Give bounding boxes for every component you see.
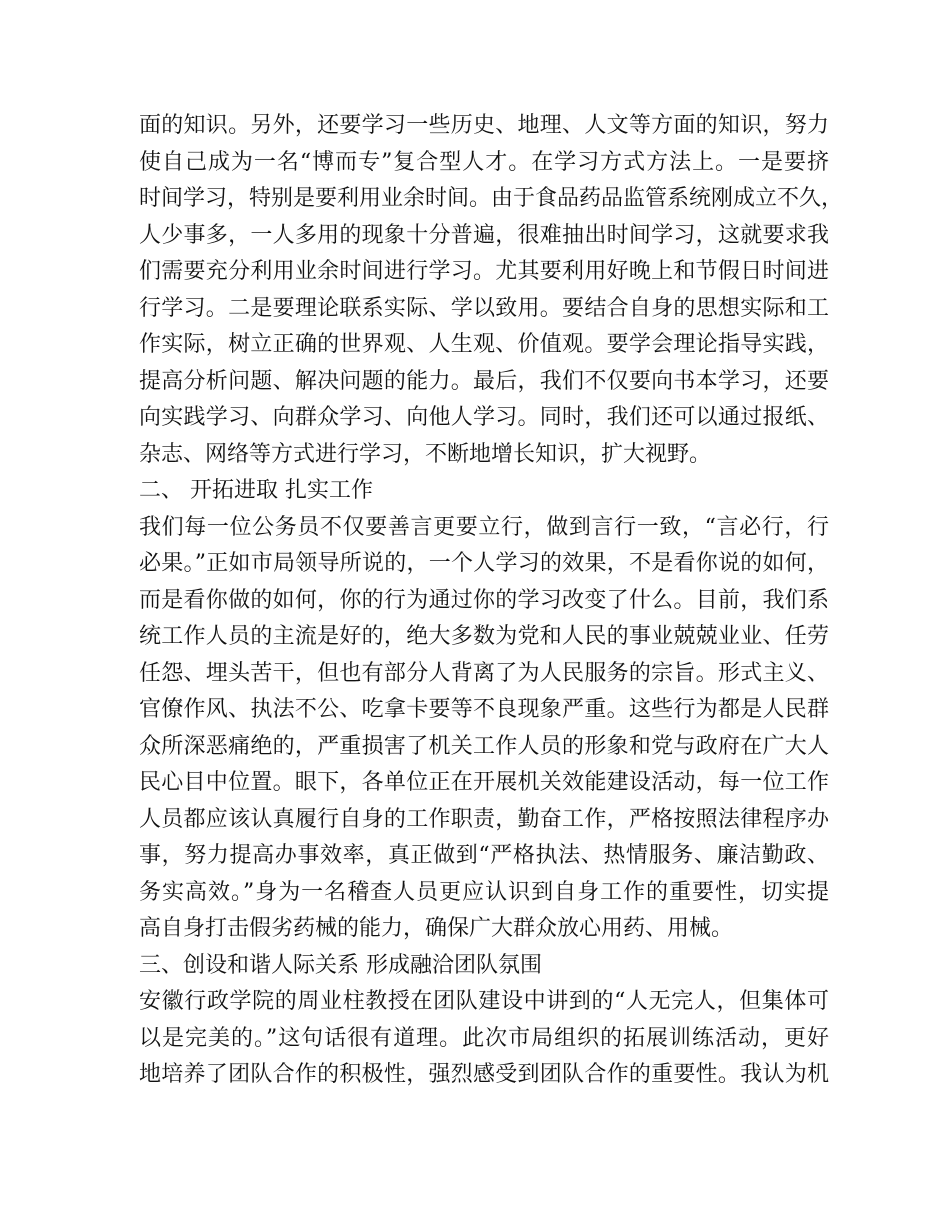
text-line: 人少事多，一人多用的现象十分普遍，很难抽出时间学习，这就要求我: [139, 222, 829, 248]
text-line: 众所深恶痛绝的，严重损害了机关工作人员的形象和党与政府在广大人: [139, 733, 829, 759]
text-line: 时间学习，特别是要利用业余时间。由于食品药品监管系统刚成立不久，: [139, 186, 844, 211]
text-line: 必果。”正如市局领导所说的，一个人学习的效果，不是看你说的如何，: [139, 551, 829, 576]
section-heading: 三、创设和谐人际关系 形成融洽团队氛围: [139, 952, 542, 978]
text-line: 安徽行政学院的周业柱教授在团队建设中讲到的“人无完人，但集体可: [139, 989, 829, 1014]
section-heading: 二、 开拓进取 扎实工作: [139, 478, 373, 503]
text-line: 使自己成为一名“博而专”复合型人才。在学习方式方法上。一是要挤: [139, 149, 829, 175]
text-line: 务实高效。”身为一名稽查人员更应认识到自身工作的重要性，切实提: [139, 879, 829, 905]
text-line: 们需要充分利用业余时间进行学习。尤其要利用好晚上和节假日时间进: [139, 259, 829, 284]
text-line: 人员都应该认真履行自身的工作职责，勤奋工作，严格按照法律程序办: [139, 806, 829, 832]
paragraph-end-line: 高自身打击假劣药械的能力，确保广大群众放心用药、用械。: [139, 916, 734, 941]
text-line: 而是看你做的如何，你的行为通过你的学习改变了什么。目前，我们系: [139, 587, 829, 613]
text-line: 行学习。二是要理论联系实际、学以致用。要结合自身的思想实际和工: [139, 295, 829, 321]
text-line: 作实际，树立正确的世界观、人生观、价值观。要学会理论指导实践，: [139, 332, 829, 357]
text-line: 向实践学习、向群众学习、向他人学习。同时，我们还可以通过报纸、: [139, 405, 829, 430]
text-line: 提高分析问题、解决问题的能力。最后，我们不仅要向书本学习，还要: [139, 368, 829, 394]
text-line: 事，努力提高办事效率，真正做到“严格执法、热情服务、廉洁勤政、: [139, 843, 829, 868]
paragraph-end-line: 杂志、网络等方式进行学习，不断地增长知识，扩大视野。: [139, 441, 712, 467]
text-line: 统工作人员的主流是好的，绝大多数为党和人民的事业兢兢业业、任劳: [139, 624, 829, 649]
text-line: 我们每一位公务员不仅要善言更要立行，做到言行一致，“言必行，行: [139, 514, 829, 540]
text-line: 官僚作风、执法不公、吃拿卡要等不良现象严重。这些行为都是人民群: [139, 697, 829, 722]
document-body: [139, 108, 844, 1094]
text-line: 任怨、埋头苦干，但也有部分人背离了为人民服务的宗旨。形式主义、: [139, 660, 829, 686]
text-line: 民心目中位置。眼下，各单位正在开展机关效能建设活动，每一位工作: [139, 770, 829, 795]
text-line: 地培养了团队合作的积极性，强烈感受到团队合作的重要性。我认为机: [139, 1062, 829, 1087]
text-line: 以是完美的。”这句话很有道理。此次市局组织的拓展训练活动，更好: [139, 1025, 829, 1051]
text-line: 面的知识。另外，还要学习一些历史、地理、人文等方面的知识，努力: [139, 113, 829, 138]
